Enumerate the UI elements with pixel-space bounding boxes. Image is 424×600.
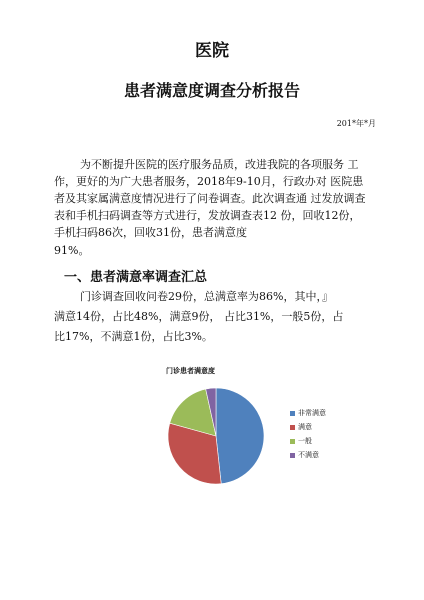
section-line: 门诊调查回收问卷29份，总满意率为86%，其中，』: [80, 290, 333, 303]
report-date: 201*年*月: [336, 119, 376, 128]
legend-label: 满意: [298, 423, 312, 431]
pie-slice-1: [216, 388, 264, 484]
legend-label: 一般: [298, 437, 312, 445]
intro-line: 为不断提升医院的医疗服务品质，改进我院的各项服务 工: [80, 158, 359, 171]
intro-line: 表和手机扫码调查等方式进行，发放调查表12 份，回收12份，: [54, 209, 361, 222]
chart-title: 门诊患者满意度: [166, 367, 215, 375]
legend-item: [290, 436, 312, 446]
pie-chart: [166, 386, 266, 486]
legend-label: 不满意: [298, 451, 319, 459]
intro-line: 91%。: [54, 244, 90, 257]
legend-swatch: [290, 425, 295, 430]
legend-swatch: [290, 411, 295, 416]
section-heading: 一、患者满意率调查汇总: [64, 270, 208, 285]
legend-swatch: [290, 453, 295, 458]
intro-line: 作，更好的为广大患者服务，2018年9-10月，行政办对 医院患: [54, 175, 364, 188]
report-title: 患者满意度调查分析报告: [123, 81, 300, 100]
chart-legend: [290, 408, 370, 468]
legend-swatch: [290, 439, 295, 444]
legend-item: [290, 408, 326, 418]
legend-label: 非常满意: [298, 409, 326, 417]
section-line: 满意14份，占比48%，满意9份， 占比31%，一般5份，占: [54, 310, 344, 323]
legend-item: [290, 450, 319, 460]
intro-line: 者及其家属满意度情况进行了问卷调查。此次调查通 过发放调查: [54, 192, 366, 205]
intro-line: 手机扫码86次，回收31份，患者满意度: [54, 226, 247, 239]
section-line: 比17%，不满意1份，占比3%。: [54, 330, 213, 343]
document-hospital-title: 医院: [195, 41, 229, 61]
legend-item: [290, 422, 312, 432]
